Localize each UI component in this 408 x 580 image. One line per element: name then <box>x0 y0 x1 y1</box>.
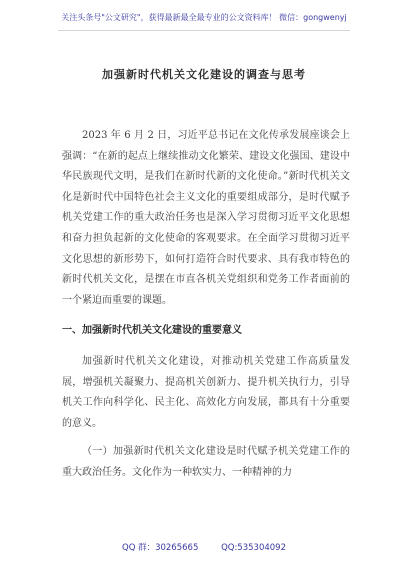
section-heading: 一、加强新时代机关文化建设的重要意义 <box>62 325 242 337</box>
header-note: 关注头条号"公文研究"，获得最新最全最专业的公文资料库！ 微信：gongwenyj <box>61 13 347 22</box>
qq-group-number: QQ 群：30265665 <box>122 543 199 553</box>
qq-number: QQ:535304092 <box>221 543 286 553</box>
subsection-paragraph: （一）加强新时代机关文化建设是时代赋予机关党建工作的重大政治任务。文化作为一种软实力、一种精神的力 <box>62 446 350 478</box>
document-title: 加强新时代机关文化建设的调查与思考 <box>102 68 306 81</box>
section-paragraph: 加强新时代机关文化建设，对推动机关党建工作高质量发展，增强机关凝聚力、提高机关创新力、提升机关执行力，引导机关工作向科学化、民主化、高效化方向发展，都具有十分重要的意义。 <box>62 355 350 429</box>
document-body <box>62 126 350 484</box>
footer-contact <box>0 541 408 553</box>
intro-paragraph: 2023 年 6 月 2 日，习近平总书记在文化传承发展座谈会上强调：“在新的起点上继续推动文化繁荣、建设文化强国、建设中华民族现代文明，是我们在新时代新的文化使命。”新时代机关文化是新时代中国特色社会主义文化的重要组成部分，是时代赋予机关党建工作的重大政治任务也是深入学习贯彻习近平文化思想和奋力担负起新的文化使命的客观要求。在全面学习贯彻习近平文化思想的新形势下，如何打造符合时代要求、具有我市特色的新时代机关文化，是摆在市直各机关党组织和党务工作者面前的一个紧迫而重要的课题。 <box>62 130 350 306</box>
header-divider <box>58 30 350 31</box>
